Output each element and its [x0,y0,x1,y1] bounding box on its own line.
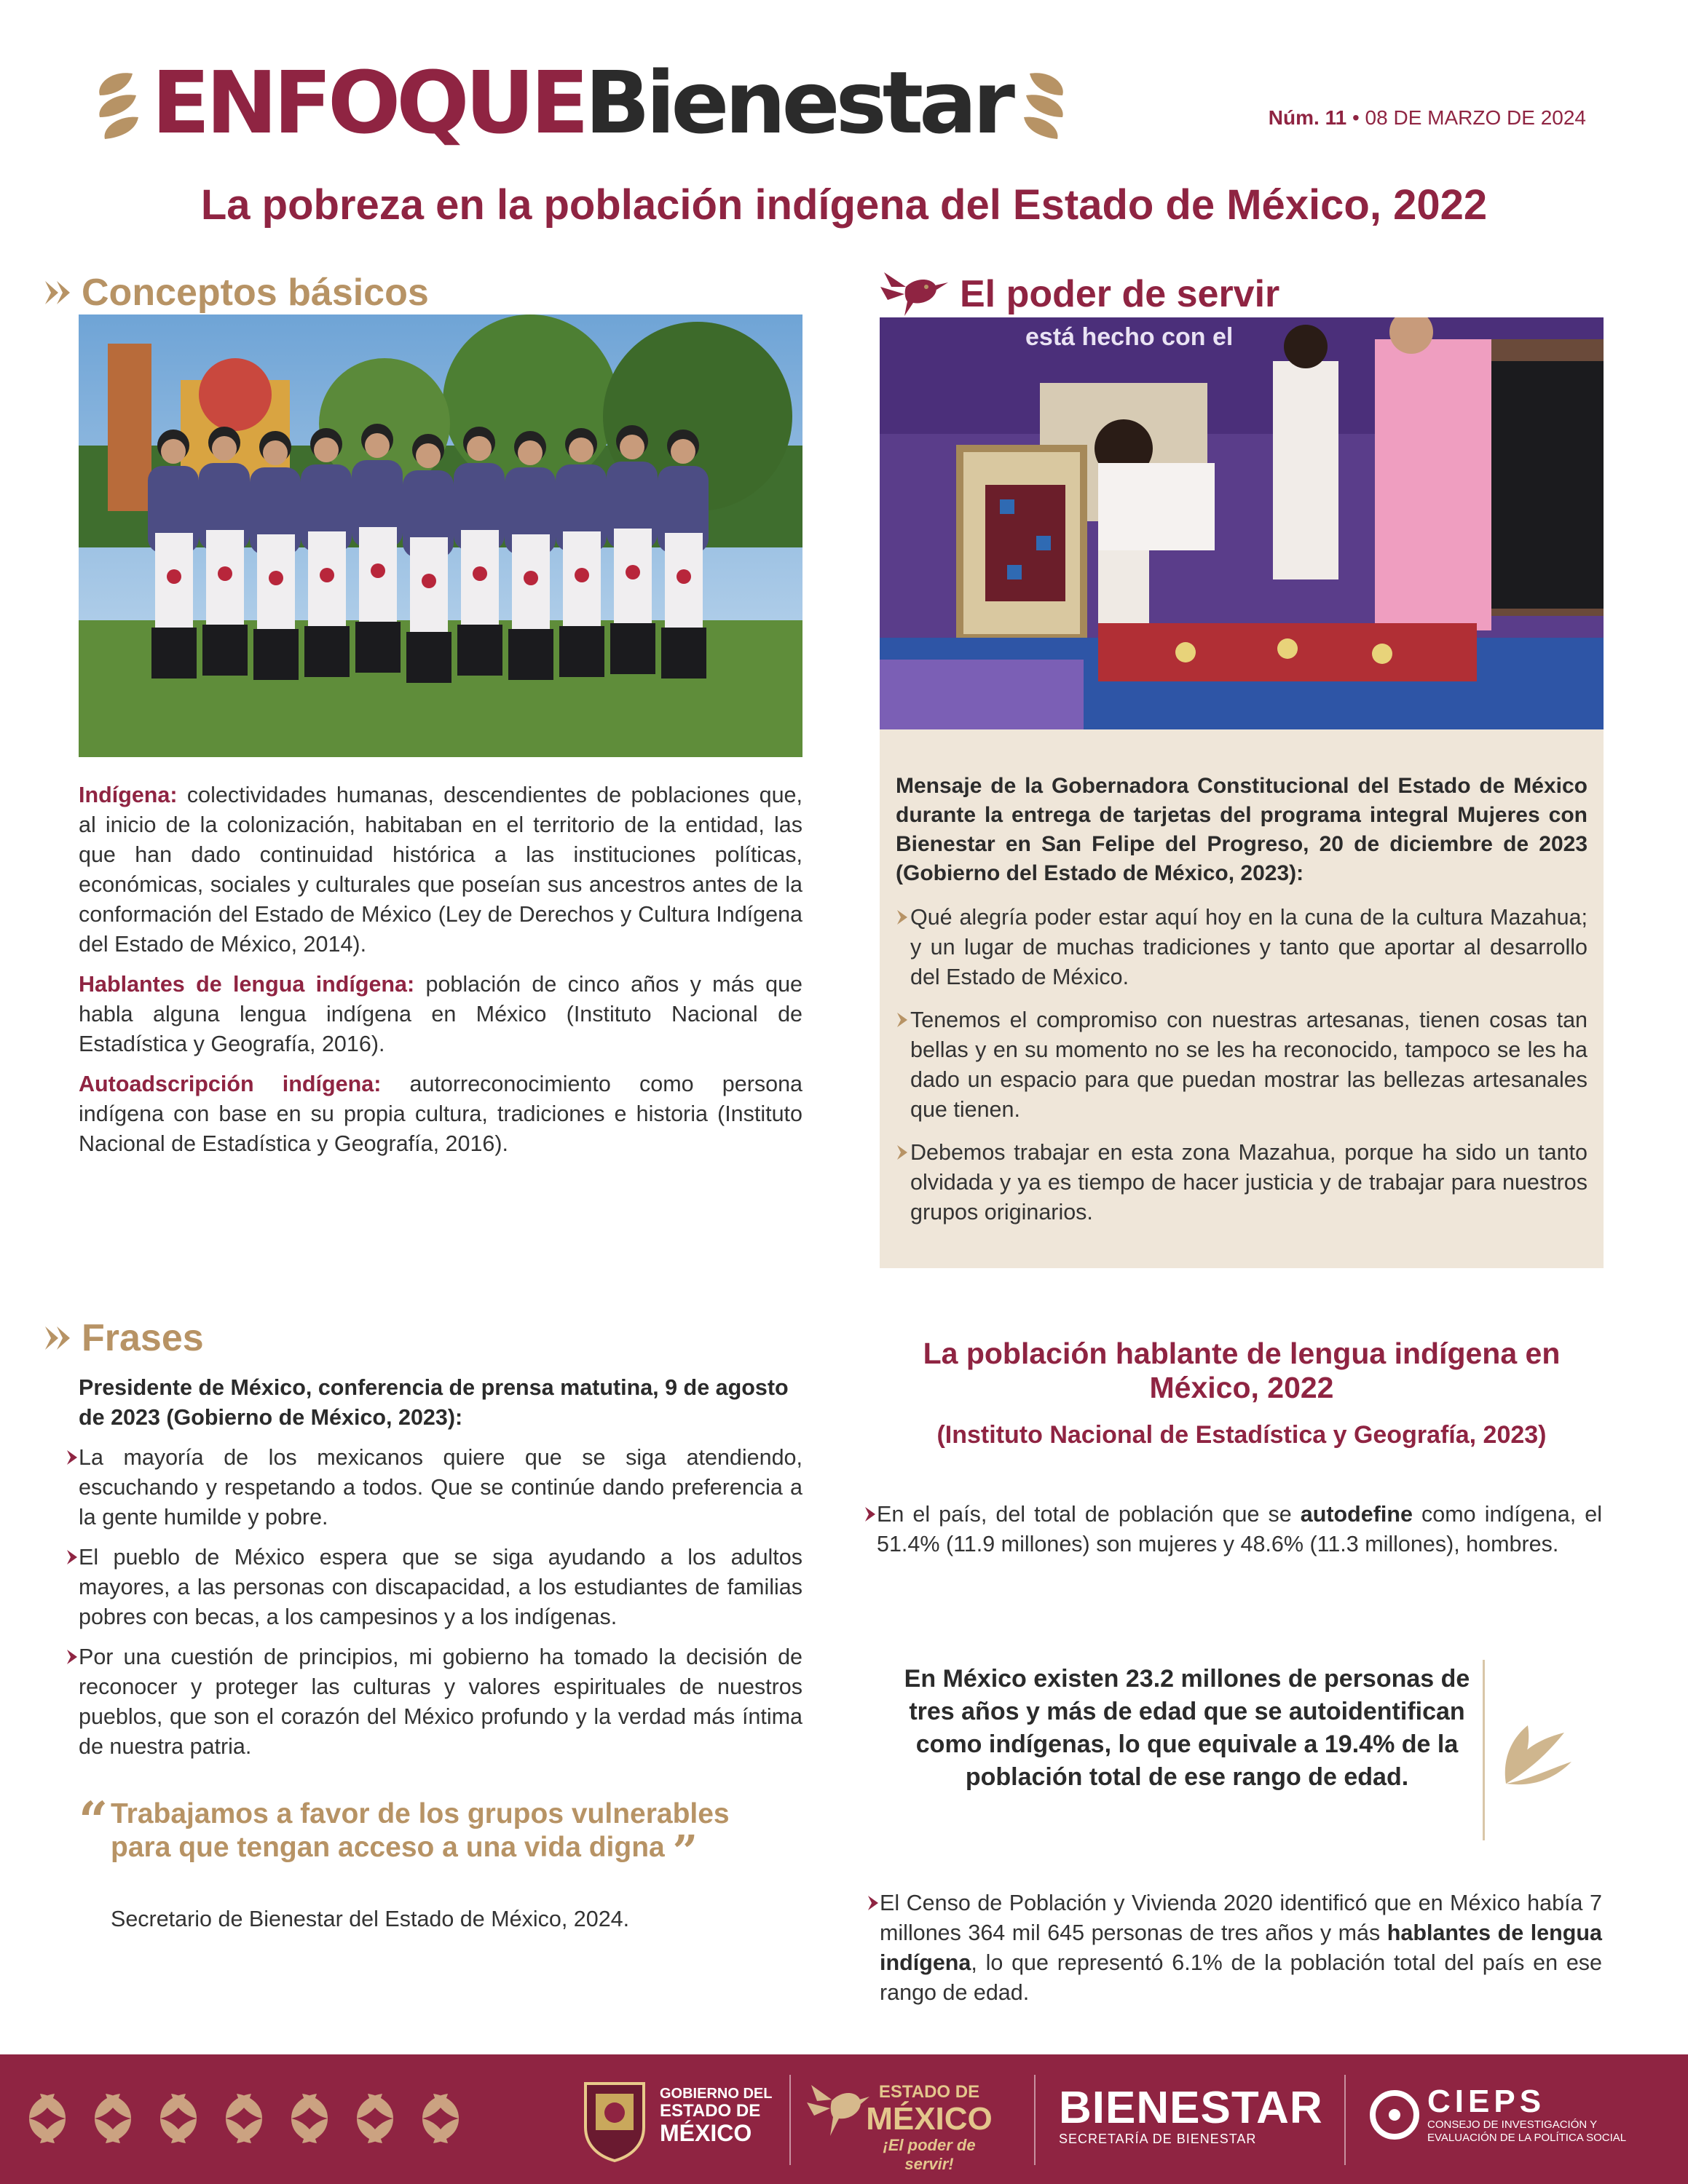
quote-author: Secretario de Bienestar del Estado de México, 2024. [111,1907,630,1931]
conceptos-heading-label: Conceptos básicos [82,272,429,314]
chevron-leaf-icon [42,278,74,307]
concepto-indigena [79,780,802,960]
bullet-chevron-icon [64,1447,80,1468]
photo-indigenous-women [79,314,802,757]
poblacion-bullet-1-text [877,1500,1602,1559]
poder-heading [877,265,1279,323]
bullet-chevron-icon [894,907,910,927]
frases-intro: Presidente de México, conferencia de prensa matutina, 9 de agosto de 2023 (Gobierno de México, 2023): [79,1375,789,1430]
pb2-b: , lo que representó 6.1% de la población total del país en ese rango de edad. [880,1950,1602,2005]
poder-bullet-1-text: Qué alegría poder estar aquí hoy en la cuna de la cultura Mazahua; y un lugar de muchas tradiciones y tanto que aportar al desarrollo del Estado de México. [910,905,1588,989]
pull-quote [79,1790,763,1934]
bullet-chevron-icon [64,1547,80,1567]
footer-divider-3 [1344,2075,1346,2165]
term-autoadscripcion: Autoadscripción indígena: [79,1072,382,1096]
pb1-bold: autodefine [1300,1502,1413,1527]
concepto-autoadscripcion [79,1069,802,1159]
poblacion-bullet-2-text [880,1888,1602,2008]
brand-enfoque: ENFOQUE [151,52,585,153]
poblacion-bullet-2-body [880,1888,1602,2008]
issue-info [1269,106,1586,130]
footer-wheat-pattern-icon [15,2081,510,2156]
footer-gob-text [660,2085,772,2146]
frases-content [79,1373,802,1762]
pb2-a: El Censo de Población y Vivienda 2020 identificó que en México había 7 millones 364 mil 645 personas de tres años y más [880,1891,1602,1945]
poblacion-bullet-1-body [877,1500,1602,1559]
issue-number: Núm. 11 [1268,106,1347,129]
brand-bienestar: Bienestar [585,52,1011,153]
poblacion-source: (Instituto Nacional de Estadística y Geografía, 2023) [936,1421,1547,1449]
close-quote-icon: ” [672,1827,698,1878]
footer-divider-1 [789,2075,791,2165]
pb1-a: En el país, del total de población que se [877,1502,1301,1527]
bullet-chevron-icon [64,1647,80,1667]
poder-bullet-2 [896,1005,1588,1125]
chevron-leaf-icon [42,1324,74,1353]
edo-line1: ESTADO DE [878,2082,980,2102]
term-hablantes: Hablantes de lengua indígena: [79,972,415,997]
bienestar-label: BIENESTAR [1059,2083,1323,2133]
pb2-bold: hablantes de lengua indígena [880,1920,1602,1975]
edo-line2: MÉXICO [866,2101,993,2137]
poblacion-bullet-1 [877,1500,1602,1559]
issue-date: • 08 DE MARZO DE 2024 [1352,106,1586,129]
conceptos-heading [42,271,429,314]
term-indigena: Indígena: [79,783,178,807]
def-indigena: colectividades humanas, descendientes de poblaciones que, al inicio de la colonización, habitaban en el territorio de la entidad, las que han dado continuidad histórica a las instituciones políticas, económicas, sociales y culturales que poseían sus ancestros antes de la conformación del Estado de México (Ley de Derechos y Cultura Indígena del Estado de México, 2014). [79,783,802,957]
state-seal-icon [580,2076,650,2164]
cieps-sub1: CONSEJO DE INVESTIGACIÓN Y [1427,2118,1598,2131]
def-hablantes: población de cinco años y más que habla alguna lengua indígena en México (Instituto Nacional de Estadística y Geografía, 2016). [79,972,802,1056]
open-quote-icon: “ [79,1790,109,1851]
bullet-chevron-icon [894,1142,910,1163]
bullet-chevron-icon [894,1010,910,1030]
poder-bullet-3-text: Debemos trabajar en esta zona Mazahua, porque ha sido un tanto olvidada y ya es tiempo de hacer justicia y de trabajar para nuestros grupos originarios. [910,1140,1588,1224]
frase-bullet-3 [79,1642,802,1762]
poder-bullet-2-text: Tenemos el compromiso con nuestras artesanas, tienen cosas tan bellas y en su momento no se les ha reconocido, tampoco se les ha dado un espacio para que puedan mostrar las bellezas artesanales que tienen. [910,1008,1588,1122]
gob-line2: ESTADO DE [660,2101,761,2121]
poblacion-bullet-2 [880,1888,1602,2008]
poblacion-title: La población hablante de lengua indígena en México, 2022 [923,1337,1561,1404]
gob-line1: GOBIERNO DEL [660,2086,773,2102]
frases-heading [42,1316,204,1360]
wheat-right-icon [1015,63,1081,143]
edo-line3: ¡El poder de servir! [883,2136,976,2173]
gob-line3: MÉXICO [660,2120,752,2146]
concepto-hablantes [79,970,802,1059]
footer-cieps [1427,2085,1626,2145]
footer-divider-2 [1034,2075,1036,2165]
quote-text-content: Trabajamos a favor de los grupos vulnerables para que tengan acceso a una vida digna [111,1798,730,1863]
page-title: La pobreza en la población indígena del Estado de México, 2022 [200,181,1488,229]
cieps-logo-icon [1368,2088,1421,2142]
def-autoadscripcion: autorreconocimiento como persona indígena con base en su propia cultura, tradiciones e historia (Instituto Nacional de Estadística y Geografía, 2016). [79,1072,802,1156]
frase-bullet-2 [79,1543,802,1632]
poder-bullet-1 [896,903,1588,992]
hummingbird-icon [877,265,950,323]
photo-artisan-loom [880,317,1604,729]
message-head: Mensaje de la Gobernadora Constitucional del Estado de México durante la entrega de tarjetas del programa integral Mujeres con Bienestar en San Felipe del Progreso, 20 de diciembre de 2023 (Gobierno del Estado de México, 2023): [896,774,1588,885]
leaf-icon [1499,1718,1579,1791]
bienestar-sub: SECRETARÍA DE BIENESTAR [1059,2132,1257,2146]
pb1-b: como indígena, el 51.4% (11.9 millones) son mujeres y 48.6% (11.3 millones), hombres. [877,1502,1603,1556]
frase-bullet-1 [79,1443,802,1532]
frase-bullet-3-text: Por una cuestión de principios, mi gobierno ha tomado la decisión de reconocer y proteger las culturas y valores espirituales de nuestros pueblos, que son el corazón del México profundo y la verdad más íntima de nuestra patria. [79,1645,802,1759]
highlight-stat: En México existen 23.2 millones de personas de tres años y más de edad que se autoidentifican como indígenas, lo que equivale a 19.4% de la población total de ese rango de edad. [904,1665,1470,1791]
masthead-logo [82,48,1081,157]
cieps-label: CIEPS [1427,2084,1546,2119]
banner-text: está hecho con el [1025,323,1234,351]
poder-bullet-3 [896,1138,1588,1227]
bullet-chevron-icon [865,1893,881,1913]
frase-bullet-1-text: La mayoría de los mexicanos quiere que se siga atendiendo, escuchando y respetando a todos. Que se continúe dando preferencia a la gente humilde y pobre. [79,1445,802,1530]
highlight-divider [1483,1660,1485,1840]
bullet-chevron-icon [862,1504,878,1524]
message-content [896,772,1588,1227]
footer-edo-text [856,2082,1002,2174]
wheat-left-icon [82,63,147,143]
frase-bullet-2-text: El pueblo de México espera que se siga ayudando a los adultos mayores, a las personas con discapacidad, a los estudiantes de familias pobres con becas, a los campesinos y a los indígenas. [79,1545,802,1629]
conceptos-list [79,780,802,1159]
footer-bienestar [1059,2085,1323,2147]
frases-heading-label: Frases [82,1317,204,1359]
quote-text [79,1798,763,1878]
cieps-sub2: EVALUACIÓN DE LA POLÍTICA SOCIAL [1427,2132,1627,2144]
poder-heading-label: El poder de servir [960,273,1280,315]
